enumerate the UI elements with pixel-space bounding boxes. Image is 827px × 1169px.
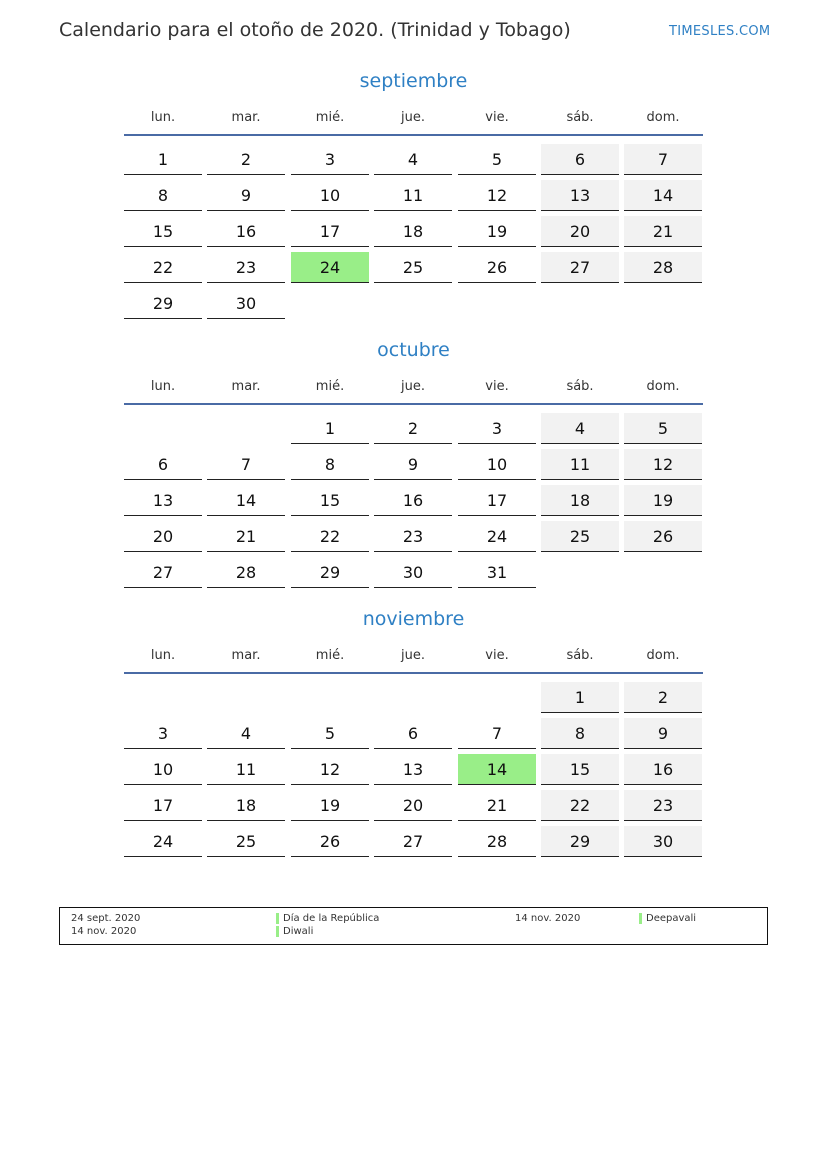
header-divider (124, 134, 703, 136)
day-cell: 16 (624, 754, 702, 785)
weekday-label: sáb. (566, 648, 594, 663)
day-cell: 25 (207, 826, 285, 857)
weekday-header-row (124, 648, 703, 664)
weekday-label: dom. (646, 110, 680, 125)
day-cell: 16 (374, 485, 452, 516)
day-cell: 10 (124, 754, 202, 785)
legend-holiday-name: Día de la República (276, 913, 379, 924)
weekday-label: jue. (401, 379, 425, 394)
weekday-header-row (124, 379, 703, 395)
day-cell: 4 (374, 144, 452, 175)
legend-holiday-name: Deepavali (639, 913, 696, 924)
day-cell: 17 (291, 216, 369, 247)
holiday-day-cell: 24 (291, 252, 369, 283)
day-cell: 1 (291, 413, 369, 444)
header-divider (124, 672, 703, 674)
day-cell: 18 (207, 790, 285, 821)
day-cell: 14 (624, 180, 702, 211)
day-cell: 19 (458, 216, 536, 247)
day-cell: 7 (207, 449, 285, 480)
day-cell: 25 (374, 252, 452, 283)
legend-holiday-name: Diwali (276, 926, 313, 937)
day-cell: 30 (207, 288, 285, 319)
weekday-label: vie. (485, 648, 509, 663)
day-cell: 13 (541, 180, 619, 211)
day-cell: 22 (124, 252, 202, 283)
brand-link[interactable]: TIMESLES.COM (669, 24, 771, 39)
day-cell: 3 (291, 144, 369, 175)
day-cell: 13 (374, 754, 452, 785)
day-cell: 10 (458, 449, 536, 480)
day-cell: 21 (207, 521, 285, 552)
day-cell: 22 (541, 790, 619, 821)
day-cell: 2 (207, 144, 285, 175)
day-cell: 4 (541, 413, 619, 444)
day-cell: 29 (291, 557, 369, 588)
legend-date: 24 sept. 2020 (71, 913, 141, 924)
day-cell: 31 (458, 557, 536, 588)
day-cell: 9 (207, 180, 285, 211)
day-cell: 19 (624, 485, 702, 516)
day-cell: 11 (374, 180, 452, 211)
legend-date: 14 nov. 2020 (71, 926, 137, 937)
holiday-legend (59, 907, 768, 945)
day-cell: 15 (124, 216, 202, 247)
month-title: septiembre (359, 70, 468, 92)
weekday-label: jue. (401, 648, 425, 663)
day-cell: 11 (207, 754, 285, 785)
day-cell: 2 (624, 682, 702, 713)
day-cell: 20 (124, 521, 202, 552)
weekday-label: sáb. (566, 379, 594, 394)
weekday-header-row (124, 110, 703, 126)
day-cell: 4 (207, 718, 285, 749)
day-cell: 6 (374, 718, 452, 749)
day-cell: 18 (541, 485, 619, 516)
header-divider (124, 403, 703, 405)
day-cell: 3 (458, 413, 536, 444)
day-cell: 17 (124, 790, 202, 821)
day-cell: 15 (541, 754, 619, 785)
day-cell: 9 (624, 718, 702, 749)
day-cell: 2 (374, 413, 452, 444)
day-cell: 28 (624, 252, 702, 283)
day-cell: 8 (541, 718, 619, 749)
day-cell: 14 (207, 485, 285, 516)
day-cell: 5 (624, 413, 702, 444)
day-cell: 19 (291, 790, 369, 821)
day-cell: 29 (124, 288, 202, 319)
day-cell: 13 (124, 485, 202, 516)
day-cell: 25 (541, 521, 619, 552)
day-cell: 16 (207, 216, 285, 247)
weekday-label: dom. (646, 379, 680, 394)
day-cell: 12 (458, 180, 536, 211)
weekday-label: lun. (150, 648, 176, 663)
day-cell: 7 (624, 144, 702, 175)
day-cell: 1 (541, 682, 619, 713)
day-cell: 10 (291, 180, 369, 211)
day-cell: 24 (124, 826, 202, 857)
weekday-label: dom. (646, 648, 680, 663)
weekday-label: lun. (150, 379, 176, 394)
day-cell: 5 (458, 144, 536, 175)
day-cell: 23 (624, 790, 702, 821)
day-cell: 6 (124, 449, 202, 480)
page-title: Calendario para el otoño de 2020. (Trinidad y Tobago) (59, 19, 571, 41)
weekday-label: lun. (150, 110, 176, 125)
day-cell: 17 (458, 485, 536, 516)
day-cell: 20 (541, 216, 619, 247)
day-cell: 3 (124, 718, 202, 749)
day-cell: 28 (207, 557, 285, 588)
weekday-label: vie. (485, 379, 509, 394)
day-cell: 27 (541, 252, 619, 283)
legend-date: 14 nov. 2020 (515, 913, 581, 924)
month-title: octubre (377, 339, 450, 361)
day-cell: 15 (291, 485, 369, 516)
weekday-label: jue. (401, 110, 425, 125)
weekday-label: mié. (315, 379, 345, 394)
day-cell: 23 (207, 252, 285, 283)
day-cell: 27 (374, 826, 452, 857)
day-cell: 28 (458, 826, 536, 857)
holiday-day-cell: 14 (458, 754, 536, 785)
day-cell: 22 (291, 521, 369, 552)
day-cell: 23 (374, 521, 452, 552)
day-cell: 9 (374, 449, 452, 480)
day-cell: 26 (291, 826, 369, 857)
day-cell: 12 (624, 449, 702, 480)
weekday-label: mié. (315, 110, 345, 125)
day-cell: 8 (291, 449, 369, 480)
weekday-label: sáb. (566, 110, 594, 125)
day-cell: 21 (624, 216, 702, 247)
month-title: noviembre (362, 608, 465, 630)
day-cell: 5 (291, 718, 369, 749)
day-cell: 21 (458, 790, 536, 821)
weekday-label: vie. (485, 110, 509, 125)
weekday-label: mar. (231, 379, 261, 394)
day-cell: 20 (374, 790, 452, 821)
day-cell: 12 (291, 754, 369, 785)
day-cell: 11 (541, 449, 619, 480)
weekday-label: mar. (231, 110, 261, 125)
day-cell: 30 (374, 557, 452, 588)
day-cell: 8 (124, 180, 202, 211)
day-cell: 6 (541, 144, 619, 175)
day-cell: 29 (541, 826, 619, 857)
day-cell: 26 (458, 252, 536, 283)
day-cell: 7 (458, 718, 536, 749)
day-cell: 30 (624, 826, 702, 857)
day-cell: 18 (374, 216, 452, 247)
day-cell: 1 (124, 144, 202, 175)
weekday-label: mar. (231, 648, 261, 663)
day-cell: 24 (458, 521, 536, 552)
day-cell: 26 (624, 521, 702, 552)
day-cell: 27 (124, 557, 202, 588)
weekday-label: mié. (315, 648, 345, 663)
